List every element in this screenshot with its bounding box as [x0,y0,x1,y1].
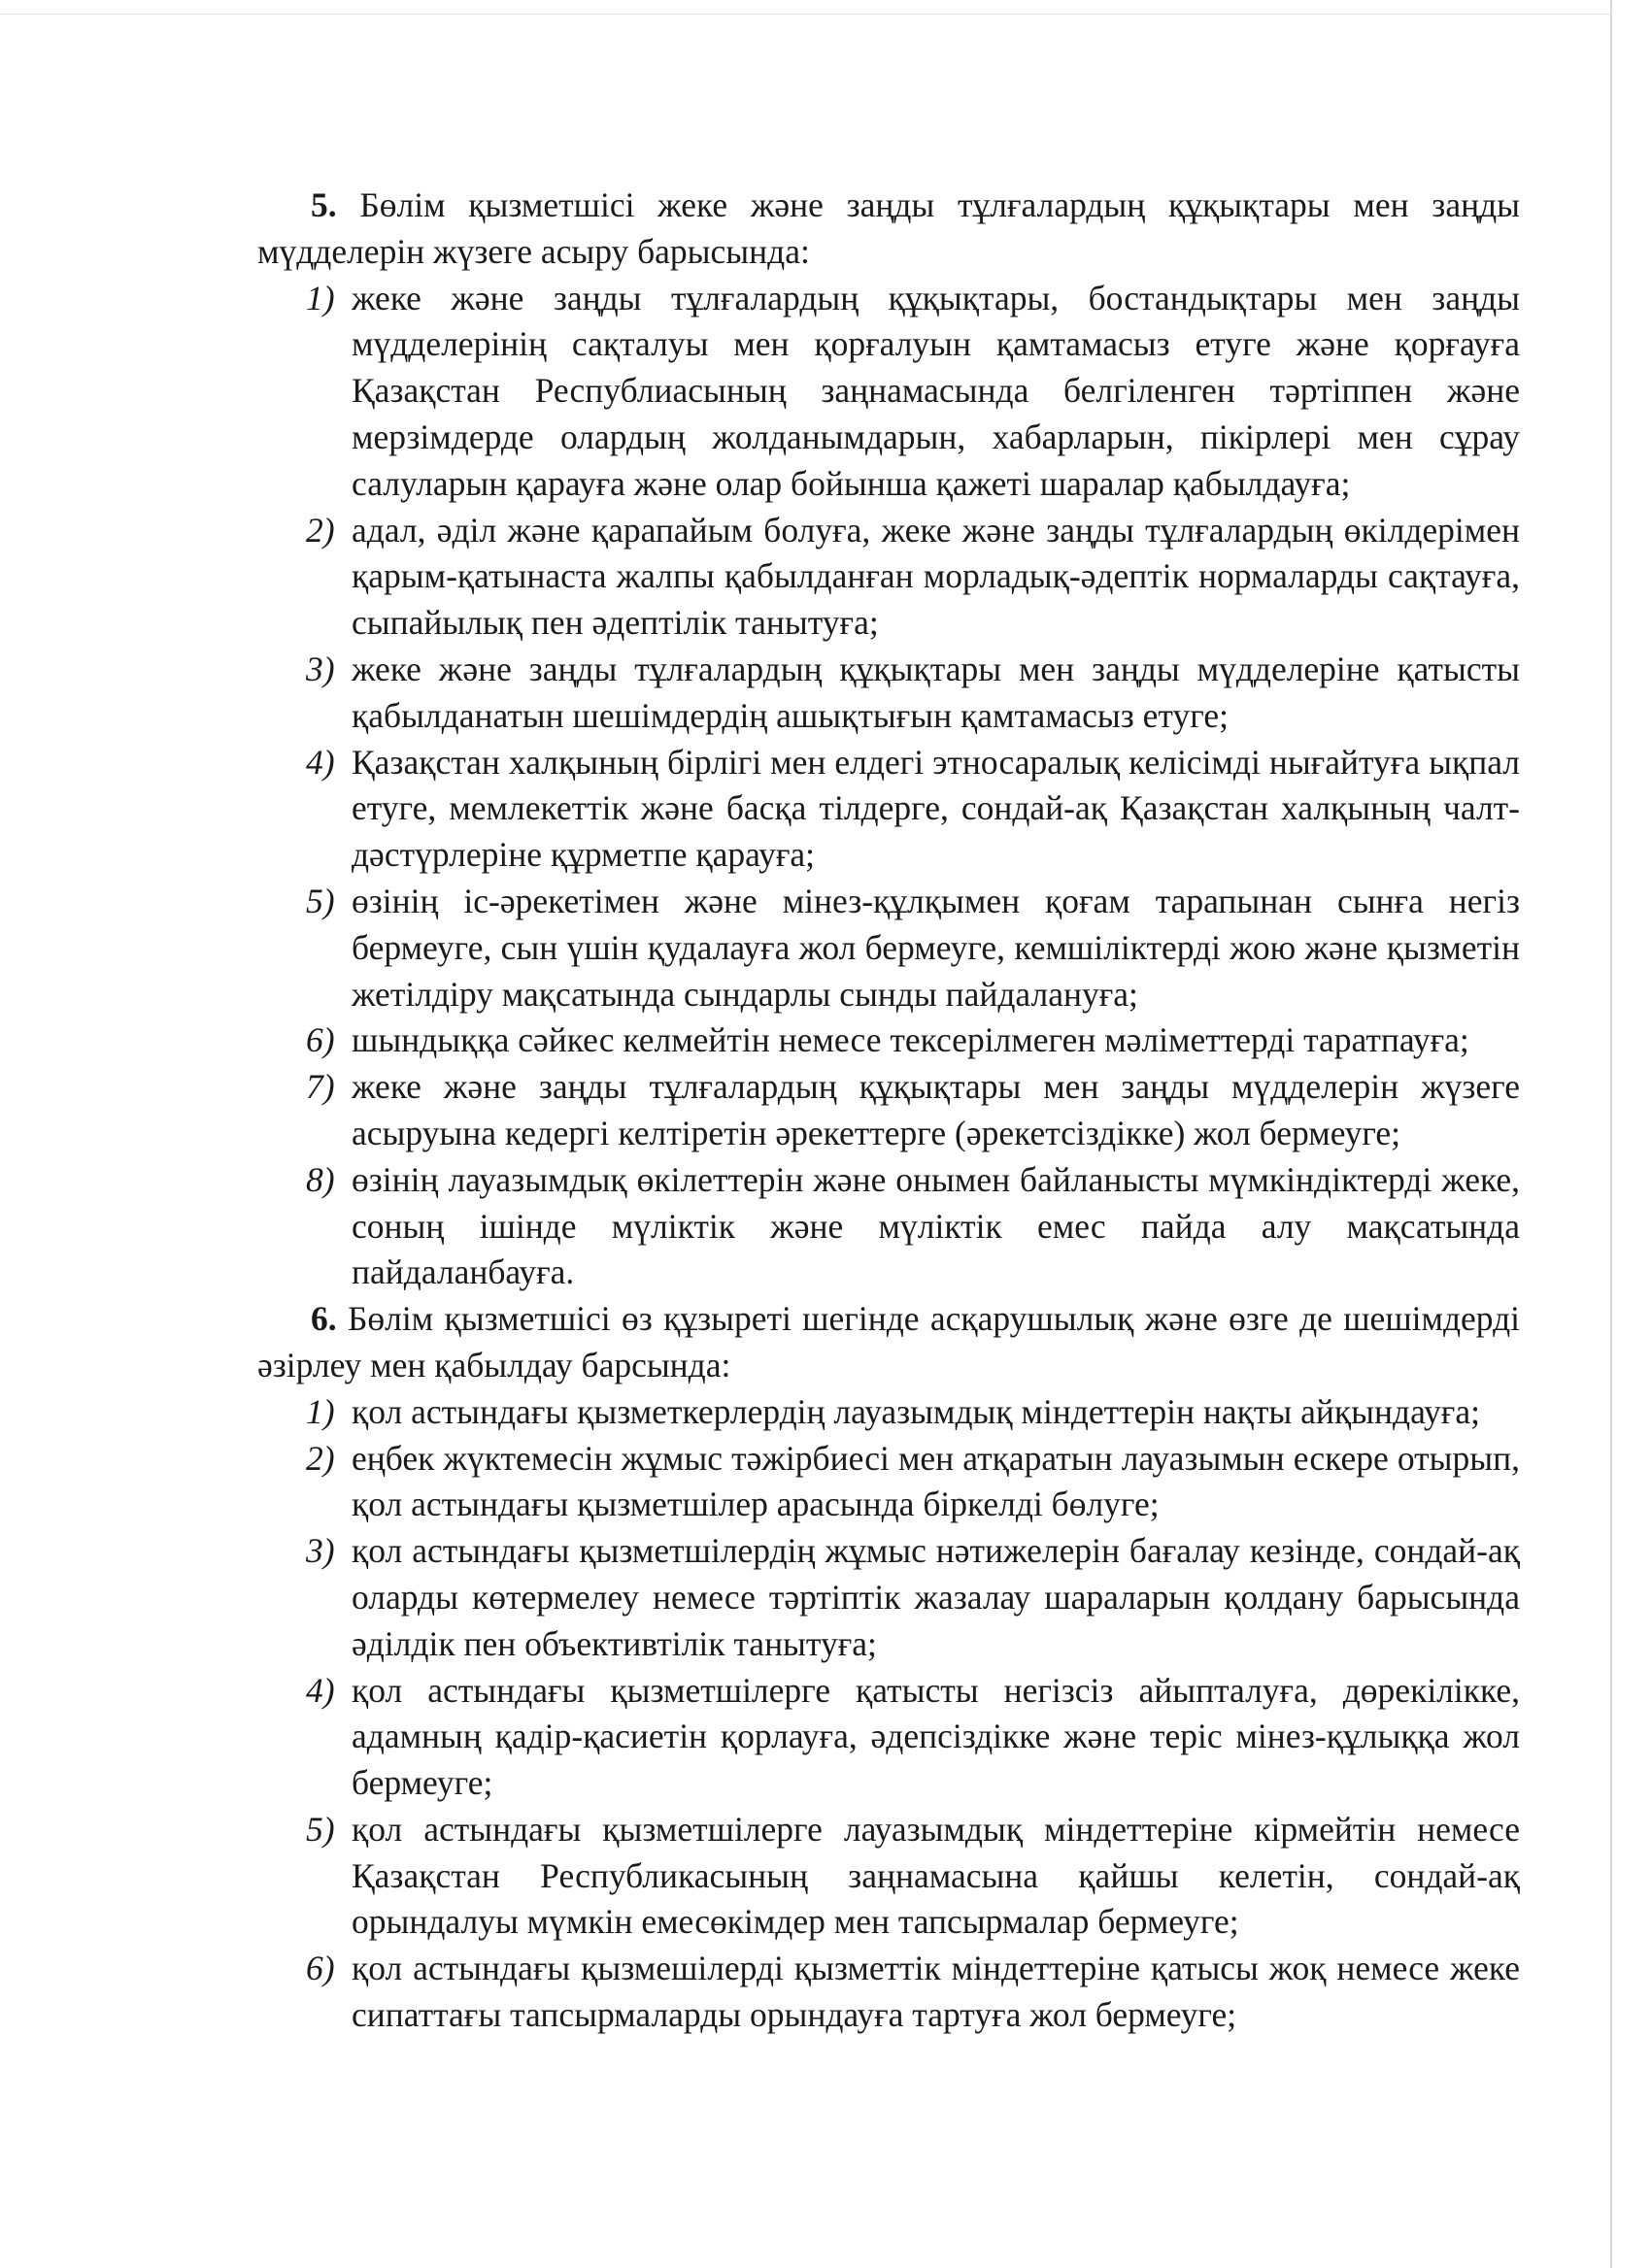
item-text: шындыққа сәйкес келмейтін немесе тексерілмеген мәліметтерді таратпауға; [352,1020,1469,1060]
list-item [257,276,1520,508]
section-6-list [257,1389,1520,2039]
list-item [257,879,1520,1017]
item-marker: 3) [306,649,335,688]
item-marker: 7) [306,1067,335,1107]
item-marker: 6) [306,1020,335,1060]
item-marker: 6) [306,1949,335,1988]
item-text: Қазақстан халқының бірлігі мен елдегі этносаралық келісімді нығайтуға ықпал етуге, мемлекеттік және басқа тілдерге, сондай-ақ Қазақстан халқының чалт-дәстүрлеріне құрметпе қарауға; [352,742,1520,875]
section-number: 5. [311,185,337,224]
item-text: адал, әділ және қарапайым болуға, жеке және заңды тұлғалардың өкілдерімен қарым-қатынаста жалпы қабылданған морладық-әдептік нормаларды сақтауға, сыпайылық пен әдептілік танытуға; [352,510,1520,643]
list-item [257,1528,1520,1667]
list-item [257,508,1520,647]
list-item [257,1017,1520,1064]
item-text: қол астындағы қызмешілерді қызметтік міндеттеріне қатысы жоқ немесе жеке сипаттағы тапсырмаларды орындауға тартуға жол бермеуге; [352,1949,1520,2035]
item-text: қол астындағы қызметшілерге қатысты негізсіз айыпталуға, дөрекілікке, адамның қадір-қасиетін қорлауға, әдепсіздікке және теріс мінез-құлыққа жол бермеуге; [352,1670,1520,1803]
list-item [257,1436,1520,1529]
list-item [257,1668,1520,1807]
section-text: Бөлім қызметшісі өз құзыреті шегінде асқарушылық және өзге де шешімдерді әзірлеу мен қабылдау барсында: [257,1299,1521,1384]
item-marker: 1) [306,1391,335,1431]
item-text: жеке және заңды тұлғалардың құқықтары, бостандықтары мен заңды мүдделерінің сақталуы мен қорғалуын қамтамасыз етуге және қорғауға Қазақстан Республиасының заңнамасында белгіленген тәртіппен және мерзімдерде олардың жолданымдарын, хабарларын, пікірлері мен сұрау салуларын қарауға және олар бойынша қажеті шаралар қабылдауға; [352,278,1520,503]
item-text: еңбек жүктемесін жұмыс тәжірбиесі мен атқаратын лауазымын ескере отырып, қол астындағы қызметшілер арасында біркелді бөлуге; [352,1438,1520,1524]
list-item [257,1157,1520,1296]
item-text: жеке және заңды тұлғалардың құқықтары мен заңды мүдделеріне қатысты қабылданатын шешімдердің ашықтығын қамтамасыз етуге; [352,649,1520,735]
item-marker: 4) [306,1670,335,1710]
item-marker: 5) [306,1809,335,1849]
scan-edge-top [0,14,1612,15]
section-5-list [257,276,1520,1297]
item-marker: 3) [306,1531,335,1571]
section-number: 6. [311,1299,337,1339]
list-item [257,1946,1520,2039]
scan-edge-right [1610,0,1612,2268]
section-6-heading [257,1296,1520,1389]
item-text: қол астындағы қызметшілерге лауазымдық міндеттеріне кірмейтін немесе Қазақстан Республикасының заңнамасына қайшы келетін, сондай-ақ орындалуы мүмкін емесөкімдер мен тапсырмалар бермеуге; [352,1809,1520,1942]
list-item [257,1807,1520,1946]
item-text: жеке және заңды тұлғалардың құқықтары мен заңды мүдделерін жүзеге асыруына кедергі келтіретін әрекеттерге (әрекетсіздікке) жол бермеуге; [352,1067,1520,1152]
document-body [257,183,1520,2039]
list-item [257,740,1520,879]
item-marker: 5) [306,881,335,920]
list-item [257,647,1520,740]
item-marker: 8) [306,1159,335,1199]
list-item [257,1064,1520,1157]
item-marker: 4) [306,742,335,782]
item-text: өзінің іс-әрекетімен және мінез-құлқымен қоғам тарапынан сынға негіз бермеуге, сын үшін қудалауға жол бермеуге, кемшіліктерді жою және қызметін жетілдіру мақсатында сындарлы сынды пайдалануға; [352,881,1520,1014]
list-item [257,1389,1520,1436]
item-marker: 1) [306,278,335,317]
item-marker: 2) [306,510,335,550]
item-marker: 2) [306,1438,335,1478]
section-text: Бөлім қызметшісі жеке және заңды тұлғалардың құқықтары мен заңды мүдделерін жүзеге асыру барысында: [257,185,1521,271]
item-text: өзінің лауазымдық өкілеттерін және онымен байланысты мүмкіндіктерді жеке, соның ішінде мүліктік және мүліктік емес пайда алу мақсатында пайдаланбауға. [352,1159,1520,1292]
item-text: қол астындағы қызметкерлердің лауазымдық міндеттерін нақты айқындауға; [352,1391,1480,1431]
item-text: қол астындағы қызметшілердің жұмыс нәтижелерін бағалау кезінде, сондай-ақ оларды көтермелеу немесе тәртіптік жазалау шараларын қолдану барысында әділдік пен объективтілік танытуға; [352,1531,1520,1663]
section-5-heading [257,183,1520,276]
